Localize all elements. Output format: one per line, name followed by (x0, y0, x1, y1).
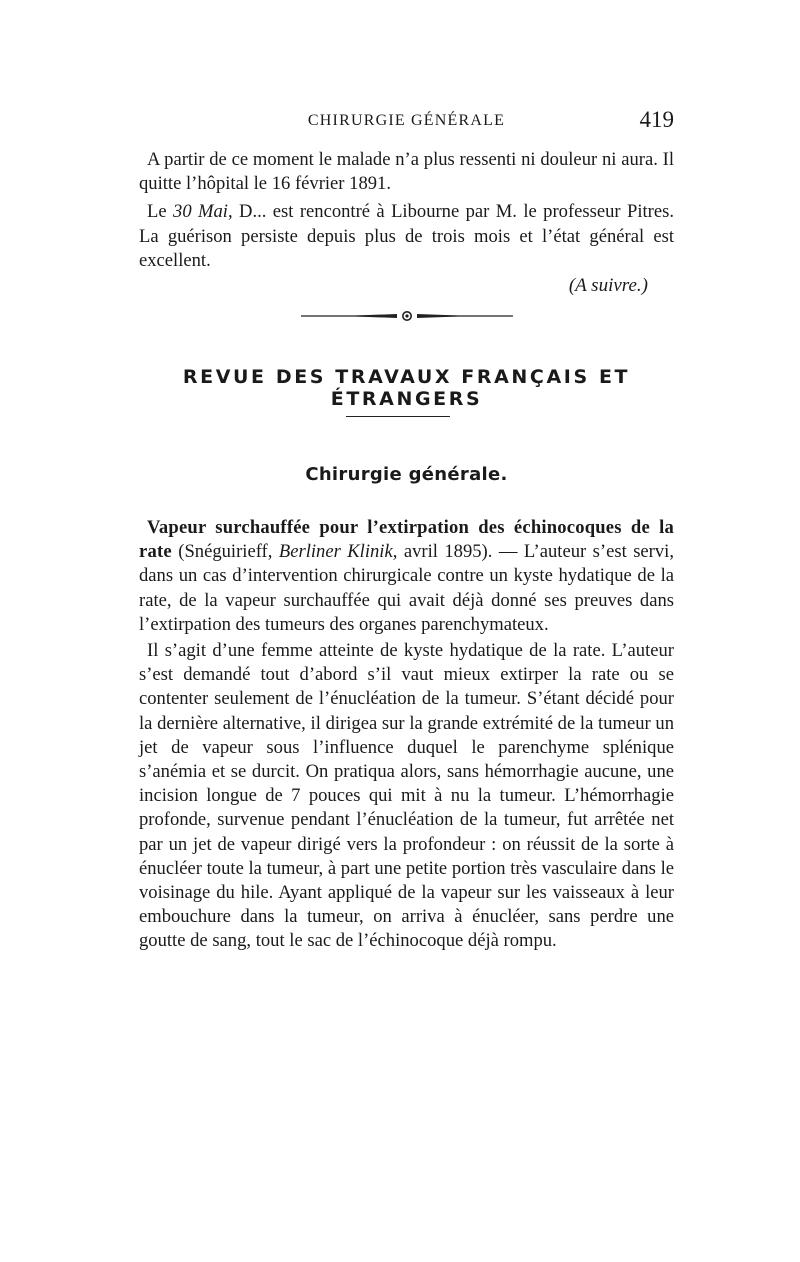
continuation-paragraph-2-rest: , D... est rencontré à Libourne par M. le professeur Pitres. La guérison persiste depuis plus de trois mois et l’état général est excellent. (139, 201, 674, 271)
section-heading: REVUE DES TRAVAUX FRANÇAIS ET ÉTRANGERS (182, 366, 631, 410)
running-head (139, 107, 674, 140)
continuation-text (139, 148, 674, 297)
article-paragraph-2: Il s’agit d’une femme atteinte de kyste hydatique de la rate. L’auteur s’est demandé tout d’abord s’il vaut mieux extirper la rate ou se contenter seulement de l’énucléation de la tumeur. S’étant décidé pour la dernière alternative, il dirigea sur la grande extrémité de la tumeur un jet de vapeur sous l’influence duquel le parenchyme splénique s’anémia et se durcit. On pratiqua alors, sans hémorrhagie aucune, une incision longue de 7 pouces qui mit à nu la tumeur. L’hémorrhagie profonde, survenue pendant l’énucléation de la tumeur, fut arrêtée net par un jet de vapeur dirigé vers la profondeur : on réussit de la sorte à énucléer toute la tumeur, à part une petite portion très vasculaire dans le voisinage du hile. Ayant appliqué de la vapeur sur les vaisseaux à leur embouchure dans la tumeur, on arriva à énucléer, sans perdre une goutte de sang, tout le sac de l’échinocoque déjà rompu. (139, 640, 674, 952)
article-paragraph-1 (139, 516, 674, 637)
ornament-divider-icon (301, 308, 513, 324)
continuation-paragraph-1: A partir de ce moment le malade n’a plus ressenti ni douleur ni aura. Il quitte l’hôpital le 16 février 1891. (139, 149, 674, 195)
running-title: CHIRURGIE GÉNÉRALE (307, 112, 506, 129)
to-be-continued: (A suivre.) (568, 275, 648, 297)
short-rule-divider (346, 416, 450, 417)
continuation-date: 30 Mai (173, 201, 228, 223)
article-body (139, 516, 674, 954)
article-paragraph-1-rest: , avril 1895). — L’auteur s’est servi, dans un cas d’intervention chirurgicale contre un kyste hydatique de la rate, de la vapeur surchauffée qui avait déjà donné ses preuves dans l’extirpation des tumeurs des organes parenchymateux. (139, 541, 674, 635)
page-number: 419 (639, 107, 674, 132)
subsection-heading: Chirurgie générale. (305, 464, 508, 485)
journal-name: Berliner Klinik (278, 541, 393, 563)
article-reference-open: (Snéguirieff, (171, 541, 279, 563)
continuation-paragraph-2 (139, 200, 674, 273)
continuation-paragraph-2-prefix: Le (147, 201, 174, 223)
article-title: Vapeur surchauffée pour l’extirpation des échinocoques de la rate (139, 517, 674, 563)
